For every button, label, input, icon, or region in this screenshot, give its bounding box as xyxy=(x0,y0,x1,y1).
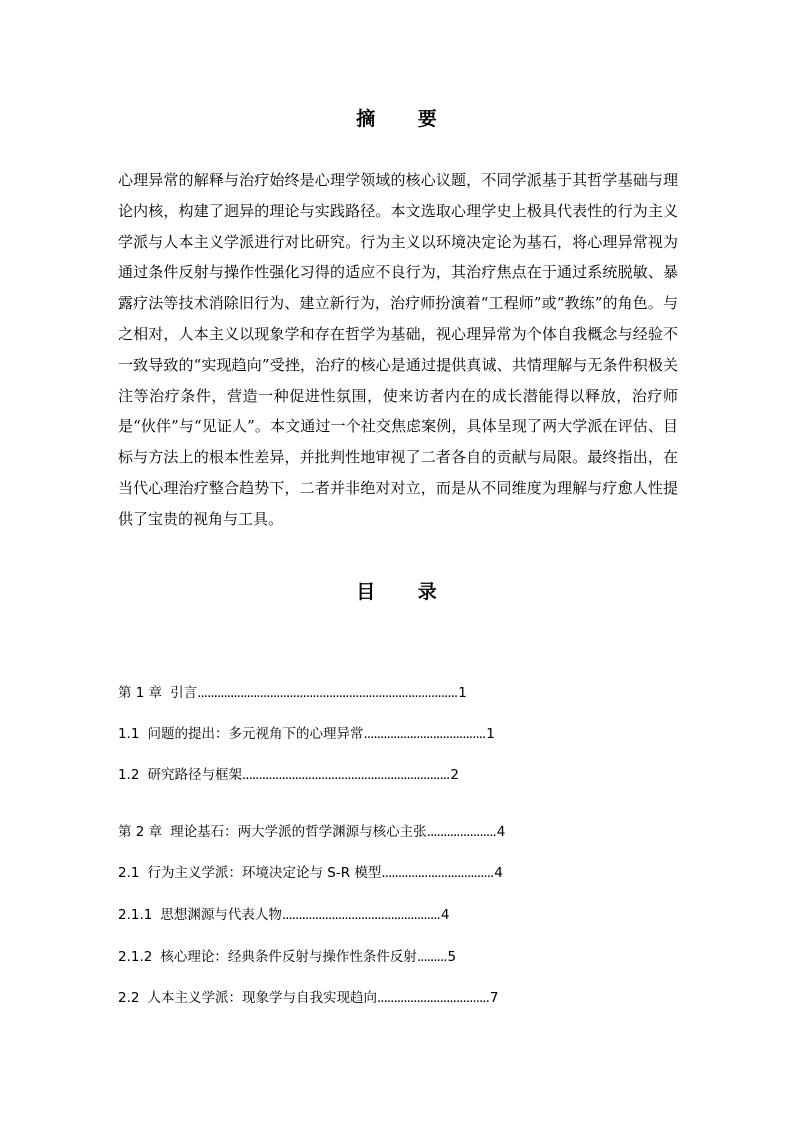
toc-entry-chapter-1[interactable] xyxy=(118,683,467,703)
abstract-body: 心理异常的解释与治疗始终是心理学领域的核心议题，不同学派基于其哲学基础与理论内核，构建了迥异的理论与实践路径。本文选取心理学史上极具代表性的行为主义学派与人本主义学派进行对比研究。行为主义以环境决定论为基石，将心理异常视为通过条件反射与操作性强化习得的适应不良行为，其治疗焦点在于通过系统脱敏、暴露疗法等技术消除旧行为、建立新行为，治疗师扮演着“工程师”或“教练”的角色。与之相对，人本主义以现象学和存在哲学为基础，视心理异常为个体自我概念与经验不一致导致的“实现趋向”受挫，治疗的核心是通过提供真诚、共情理解与无条件积极关注等治疗条件，营造一种促进性氛围，使来访者内在的成长潜能得以释放，治疗师是“伙伴”与“见证人”。本文通过一个社交焦虑案例，具体呈现了两大学派在评估、目标与方法上的根本性差异，并批判性地审视了二者各自的贡献与局限。最终指出，在当代心理治疗整合趋势下，二者并非绝对对立，而是从不同维度为理解与疗愈人性提供了宝贵的视角与工具。 xyxy=(118,171,678,528)
toc-entry-title: 行为主义学派：环境决定论与 S-R 模型 xyxy=(147,865,382,881)
toc-entry-leader: ............................................................................... xyxy=(197,685,458,701)
toc-entry-2-1-1[interactable] xyxy=(118,905,449,925)
toc-entry-number: 2.1 xyxy=(118,865,140,881)
toc-entry-number: 2.1.1 xyxy=(118,907,153,923)
toc-entry-1-2[interactable] xyxy=(118,765,459,785)
toc-entry-title: 核心理论：经典条件反射与操作性条件反射 xyxy=(160,949,417,965)
toc-entry-page: 4 xyxy=(496,824,506,840)
toc-entry-leader: ..................................... xyxy=(363,726,486,742)
toc-entry-number: 2.1.2 xyxy=(118,949,153,965)
toc-entry-page: 5 xyxy=(447,949,457,965)
toc-entry-title: 研究路径与框架 xyxy=(147,767,242,783)
toc-entry-1-1[interactable] xyxy=(118,724,495,744)
toc-entry-title: 理论基石：两大学派的哲学渊源与核心主张 xyxy=(170,824,427,840)
toc-entry-page: 4 xyxy=(440,907,450,923)
toc-entry-leader: ..................... xyxy=(426,824,496,840)
toc-entry-page: 1 xyxy=(458,685,467,701)
toc-entry-number: 第 2 章 xyxy=(118,824,163,840)
toc-entry-page: 2 xyxy=(450,767,459,783)
toc-entry-title: 问题的提出：多元视角下的心理异常 xyxy=(147,726,364,742)
toc-entry-number: 1.1 xyxy=(118,726,140,742)
toc-entry-chapter-2[interactable] xyxy=(118,822,505,842)
toc-entry-title: 引言 xyxy=(170,685,198,701)
toc-entry-page: 1 xyxy=(486,726,495,742)
toc-entry-title: 人本主义学派：现象学与自我实现趋向 xyxy=(147,990,377,1006)
toc-entry-leader: ................................................ xyxy=(281,907,440,923)
toc-entry-leader: .................................. xyxy=(376,990,489,1006)
toc-entry-leader: ............................................................... xyxy=(241,767,450,783)
toc-entry-2-1[interactable] xyxy=(118,863,503,883)
toc-entry-2-1-2[interactable] xyxy=(118,947,456,967)
toc-entry-leader: ......... xyxy=(416,949,447,965)
abstract-title: 摘 要 xyxy=(356,108,455,130)
toc-entry-title: 思想渊源与代表人物 xyxy=(160,907,282,923)
toc-title: 目 录 xyxy=(356,581,455,603)
toc-entry-page: 7 xyxy=(489,990,499,1006)
toc-entry-number: 2.2 xyxy=(118,990,140,1006)
toc-entry-number: 第 1 章 xyxy=(118,685,163,701)
toc-entry-number: 1.2 xyxy=(118,767,140,783)
toc-entry-page: 4 xyxy=(494,865,503,881)
toc-entry-leader: .................................. xyxy=(381,865,494,881)
toc-entry-2-2[interactable] xyxy=(118,988,498,1008)
